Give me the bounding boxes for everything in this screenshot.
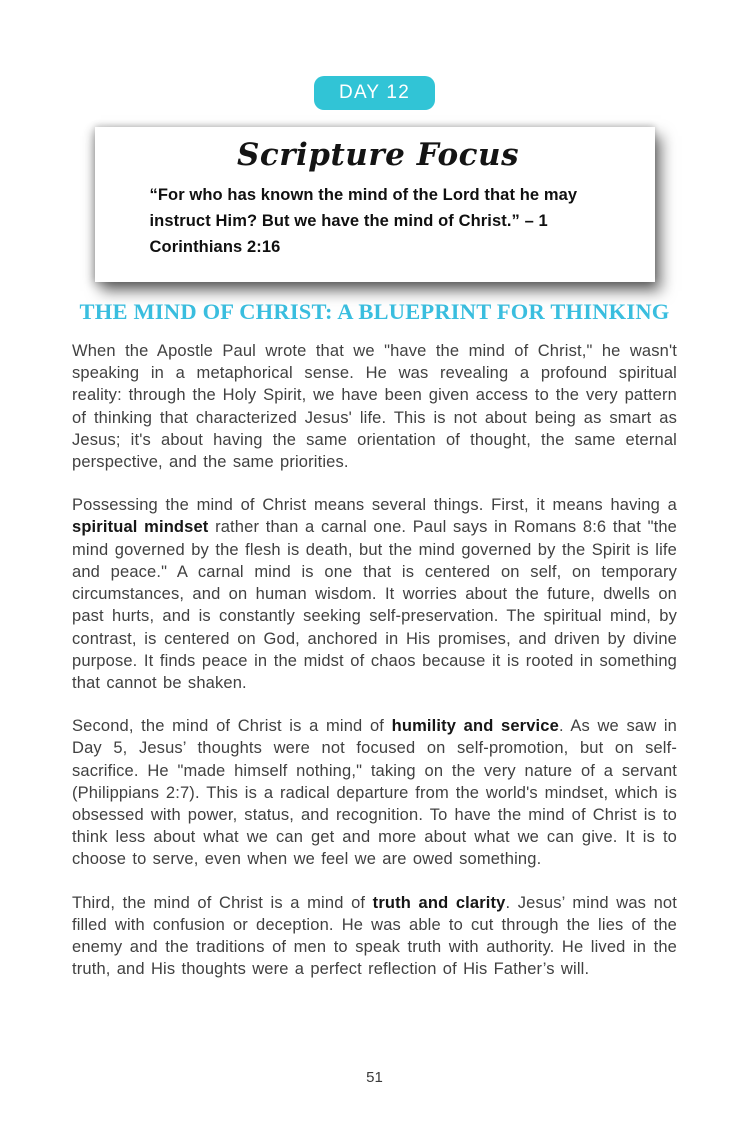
bold-phrase: humility and service [391, 717, 559, 736]
page-number: 51 [366, 1069, 383, 1086]
bold-phrase: truth and clarity [372, 893, 506, 912]
body-paragraph [72, 892, 677, 981]
text-run: Second, the mind of Christ is a mind of [72, 717, 392, 736]
day-badge: DAY 12 [314, 76, 435, 110]
text-run: rather than a carnal one. Paul says in Romans 8:6 that "the mind governed by the flesh is death, but the mind governed by the Spirit is life and peace." A carnal mind is one that is centered on self, on temporary circumstances, and on human wisdom. It worries about the future, dwells on past hurts, and is constantly seeking self-preservation. The spiritual mind, by contrast, is centered on God, anchored in His promises, and driven by divine purpose. It finds peace in the midst of chaos because it is rooted in something that cannot be shaken. [72, 518, 677, 692]
text-run: When the Apostle Paul wrote that we "have the mind of Christ," he wasn't speaking in a metaphorical sense. He was revealing a profound spiritual reality: through the Holy Spirit, we have been given access to the very pattern of thinking that characterized Jesus' life. This is not about being as smart as Jesus; it's about having the same orientation of thought, the same eternal perspective, and the same priorities. [72, 342, 677, 472]
body-paragraph [72, 715, 677, 870]
text-run: Possessing the mind of Christ means several things. First, it means having a [72, 496, 677, 515]
page-title: THE MIND OF CHRIST: A BLUEPRINT FOR THINKING [79, 299, 670, 324]
text-run: . Jesus’ mind was not filled with confusion or deception. He was able to cut through the lies of the enemy and the traditions of men to speak truth with authority. He lived in the truth, and His thoughts were a perfect reflection of His Father’s will. [72, 893, 677, 979]
bold-phrase: spiritual mindset [72, 518, 209, 537]
body-paragraph [72, 340, 677, 473]
body-paragraph [72, 494, 677, 694]
text-run: Third, the mind of Christ is a mind of [72, 893, 373, 912]
scripture-focus-card [95, 127, 655, 282]
text-run: . As we saw in Day 5, Jesus’ thoughts were not focused on self-promotion, but on self-sacrifice. He "made himself nothing," taking on the very nature of a servant (Philippians 2:7). This is a radical departure from the world's mindset, which is obsessed with power, status, and recognition. To have the mind of Christ is to think less about what we can get and more about what we can give. It is to choose to serve, even when we feel we are owed something. [72, 717, 677, 869]
scripture-quote: “For who has known the mind of the Lord that he may instruct Him? But we have the mind of Christ.” – 1 Corinthians 2:16 [149, 186, 578, 256]
article-body [72, 340, 677, 980]
scripture-focus-title: Scripture Focus [236, 137, 520, 173]
day-badge-row [0, 0, 749, 110]
